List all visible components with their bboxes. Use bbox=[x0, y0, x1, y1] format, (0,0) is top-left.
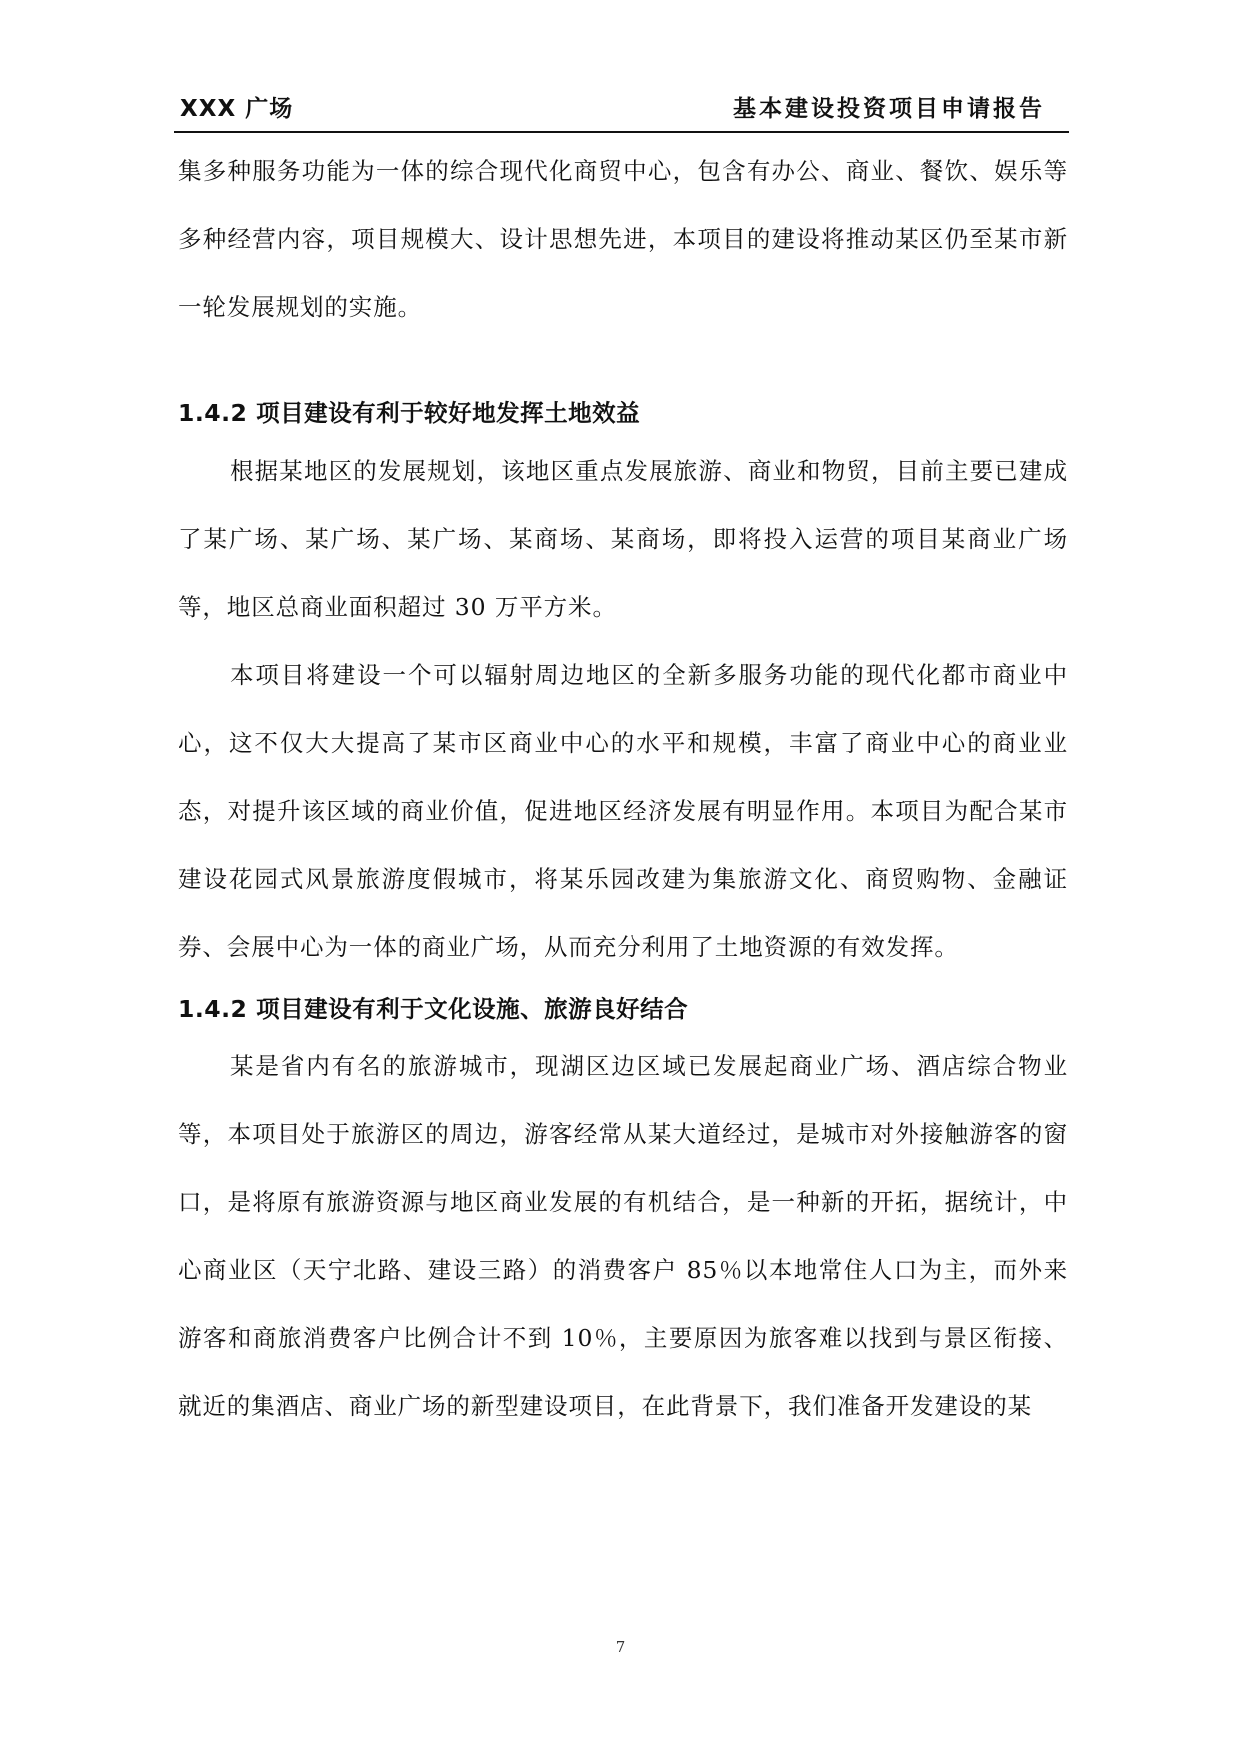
section-heading-culture-tourism: 1.4.2 项目建设有利于文化设施、旅游良好结合 bbox=[178, 995, 689, 1023]
section-body-land-benefit bbox=[178, 437, 1068, 981]
paragraph-development-plan: 根据某地区的发展规划，该地区重点发展旅游、商业和物贸，目前主要已建成了某广场、某广场、某广场、某商场、某商场，即将投入运营的项目某商业广场等，地区总商业面积超过 30 万平方米。 bbox=[178, 457, 1068, 621]
intro-block bbox=[178, 137, 1068, 341]
page-number: 7 bbox=[615, 1638, 626, 1656]
header-title-right: 基本建设投资项目申请报告 bbox=[733, 96, 1045, 122]
page-header bbox=[174, 88, 1069, 124]
paragraph-commercial-center: 本项目将建设一个可以辐射周边地区的全新多服务功能的现代化都市商业中心，这不仅大大提高了某市区商业中心的水平和规模，丰富了商业中心的商业业态，对提升该区域的商业价值，促进地区经济发展有明显作用。本项目为配合某市建设花园式风景旅游度假城市，将某乐园改建为集旅游文化、商贸购物、金融证券、会展中心为一体的商业广场，从而充分利用了土地资源的有效发挥。 bbox=[178, 661, 1068, 961]
header-divider bbox=[174, 131, 1069, 133]
section-body-culture-tourism bbox=[178, 1032, 1068, 1440]
intro-paragraph: 集多种服务功能为一体的综合现代化商贸中心，包含有办公、商业、餐饮、娱乐等多种经营内容，项目规模大、设计思想先进，本项目的建设将推动某区仍至某市新一轮发展规划的实施。 bbox=[178, 157, 1068, 321]
paragraph-tourism-city: 某是省内有名的旅游城市，现湖区边区域已发展起商业广场、酒店综合物业等，本项目处于旅游区的周边，游客经常从某大道经过，是城市对外接触游客的窗口，是将原有旅游资源与地区商业发展的有机结合，是一种新的开拓，据统计，中心商业区（天宁北路、建设三路）的消费客户 85％以本地常住人口为主，而外来游客和商旅消费客户比例合计不到 10％，主要原因为旅客难以找到与景区衔接、就近的集酒店、商业广场的新型建设项目，在此背景下，我们准备开发建设的某 bbox=[178, 1052, 1068, 1420]
section-heading-land-benefit: 1.4.2 项目建设有利于较好地发挥土地效益 bbox=[178, 399, 641, 427]
header-title-left: XXX 广场 bbox=[180, 96, 294, 122]
